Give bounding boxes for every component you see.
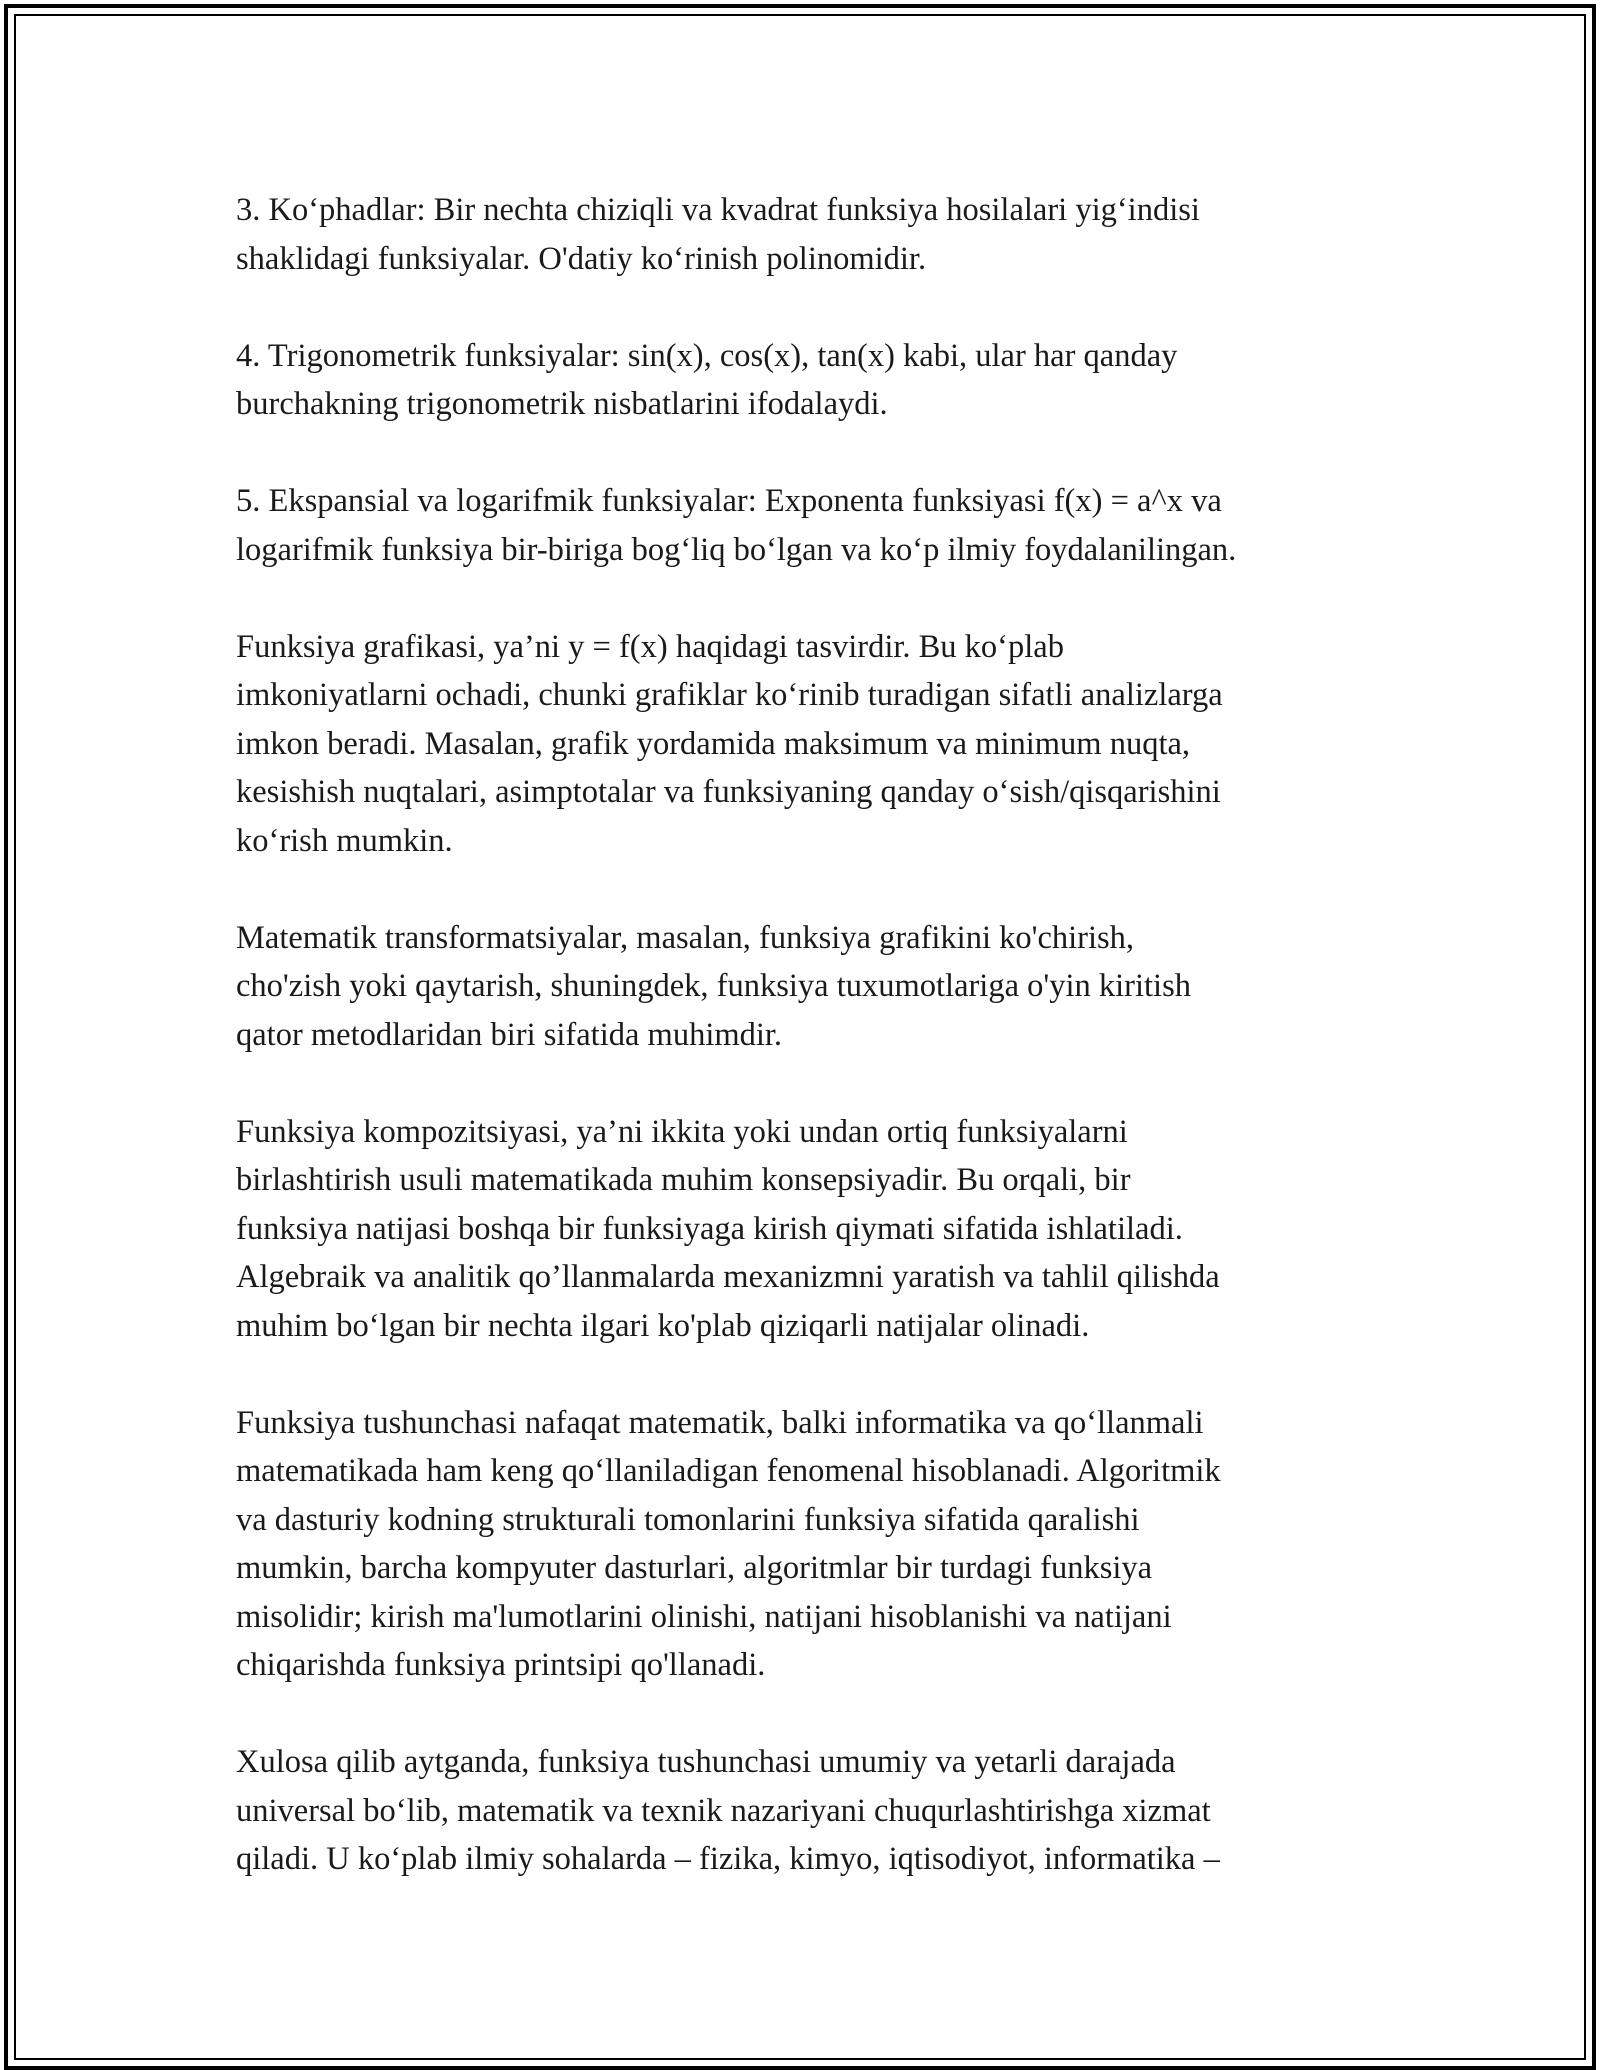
text-line: muhim bo‘lgan bir nechta ilgari ko'plab qiziqarli natijalar olinadi. — [236, 1307, 1090, 1344]
text-line: Matematik transformatsiyalar, masalan, funksiya grafikini ko'chirish, — [236, 919, 1135, 956]
text-line: matematikada ham keng qo‘llaniladigan fenomenal hisoblanadi. Algoritmik — [236, 1453, 1221, 1489]
text-line: 3. Ko‘phadlar: Bir nechta chiziqli va kvadrat funksiya hosilalari yig‘indisi — [236, 192, 1200, 228]
paragraph-function-graph — [236, 623, 1386, 866]
text-line: 5. Ekspansial va logarifmik funksiyalar: Exponenta funksiyasi f(x) = a^x va — [236, 483, 1222, 519]
text-line: imkoniyatlarni ochadi, chunki grafiklar ko‘rinib turadigan sifatli analizlarga — [236, 677, 1223, 713]
text-line: ko‘rish mumkin. — [236, 822, 453, 859]
paragraph-composition — [236, 1108, 1386, 1351]
paragraph-list-item-3 — [236, 186, 1386, 283]
text-line: burchakning trigonometrik nisbatlarini ifodalaydi. — [236, 386, 888, 422]
paragraph-informatics — [236, 1399, 1386, 1690]
text-line: mumkin, barcha kompyuter dasturlari, algoritmlar bir turdagi funksiya — [236, 1550, 1153, 1586]
text-line: misolidir; kirish ma'lumotlarini olinishi, natijani hisoblanishi va natijani — [236, 1598, 1172, 1635]
text-line: Algebraik va analitik qo’llanmalarda mexanizmni yaratish va tahlil qilishda — [236, 1259, 1220, 1295]
paragraph-list-item-4 — [236, 332, 1386, 429]
text-line: cho'zish yoki qaytarish, shuningdek, funksiya tuxumotlariga o'yin kiritish — [236, 968, 1191, 1004]
paragraph-transformations — [236, 914, 1386, 1060]
paragraph-conclusion — [236, 1738, 1386, 1884]
text-line: logarifmik funksiya bir-biriga bog‘liq bo‘lgan va ko‘p ilmiy foydalanilingan. — [236, 531, 1237, 568]
paragraph-list-item-5 — [236, 477, 1386, 574]
text-line: qiladi. U ko‘plab ilmiy sohalarda – fizika, kimyo, iqtisodiyot, informatika – — [236, 1841, 1220, 1877]
text-line: kesishish nuqtalari, asimptotalar va funksiyaning qanday o‘sish/qisqarishini — [236, 774, 1221, 810]
text-line: universal bo‘lib, matematik va texnik nazariyani chuqurlashtirishga xizmat — [236, 1792, 1211, 1829]
text-line: chiqarishda funksiya printsipi qo'llanadi. — [236, 1647, 766, 1683]
text-line: qator metodlaridan biri sifatida muhimdir. — [236, 1016, 783, 1053]
text-line: Funksiya tushunchasi nafaqat matematik, balki informatika va qo‘llanmali — [236, 1404, 1204, 1441]
text-line: 4. Trigonometrik funksiyalar: sin(x), cos(x), tan(x) kabi, ular har qanday — [236, 337, 1178, 374]
text-line: imkon beradi. Masalan, grafik yordamida maksimum va minimum nuqta, — [236, 725, 1191, 762]
text-line: funksiya natijasi boshqa bir funksiyaga kirish qiymati sifatida ishlatiladi. — [236, 1210, 1183, 1247]
document-body — [236, 186, 1386, 1932]
text-line: birlashtirish usuli matematikada muhim konsepsiyadir. Bu orqali, bir — [236, 1162, 1131, 1198]
text-line: Xulosa qilib aytganda, funksiya tushunchasi umumiy va yetarli darajada — [236, 1744, 1176, 1780]
text-line: Funksiya kompozitsiyasi, ya’ni ikkita yoki undan ortiq funksiyalarni — [236, 1113, 1128, 1150]
text-line: va dasturiy kodning strukturali tomonlarini funksiya sifatida qaralishi — [236, 1501, 1140, 1538]
text-line: shaklidagi funksiyalar. O'datiy ko‘rinish polinomidir. — [236, 240, 927, 277]
text-line: Funksiya grafikasi, ya’ni y = f(x) haqidagi tasvirdir. Bu ko‘plab — [236, 628, 1064, 665]
